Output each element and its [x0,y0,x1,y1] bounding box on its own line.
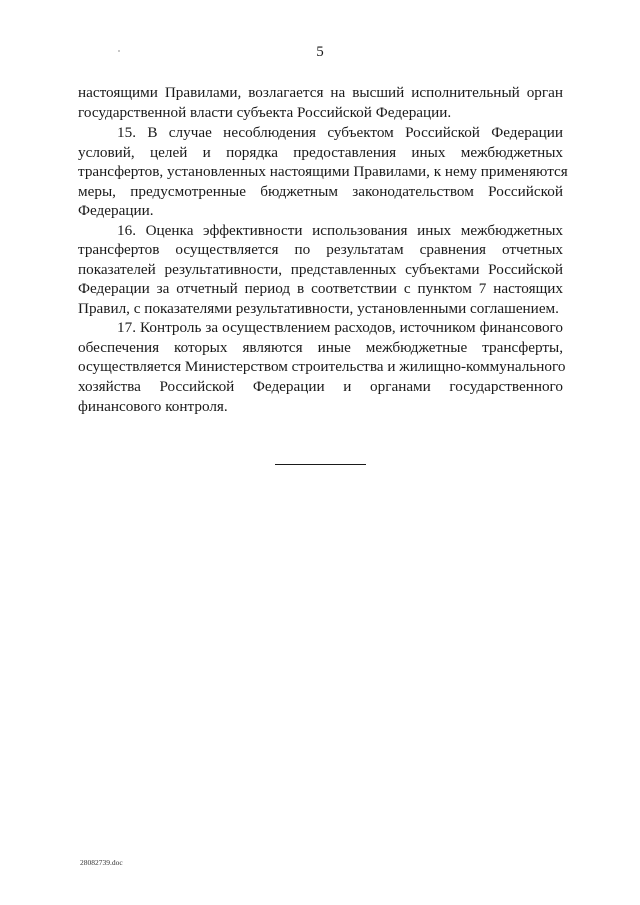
text-line: Федерации. [78,202,154,219]
text-line: финансового контроля. [78,398,228,415]
text-line: 16. Оценка эффективности использования иных межбюджетных [117,222,563,239]
text-line: трансфертов осуществляется по результатам сравнения отчетных [78,241,563,258]
page-number: 5 [316,44,324,60]
text-line: показателей результативности, представленных субъектами Российской [78,261,563,278]
end-separator-line [275,464,366,465]
text-line: настоящими Правилами, возлагается на высший исполнительный орган [78,84,563,101]
text-line: обеспечения которых являются иные межбюджетные трансферты, [78,339,563,356]
text-line: условий, целей и порядка предоставления иных межбюджетных [78,144,563,161]
text-line: хозяйства Российской Федерации и органами государственного [78,378,563,395]
text-line: 15. В случае несоблюдения субъектом Российской Федерации [117,124,563,141]
document-code: 28082739.doc [80,858,123,867]
text-line: меры, предусмотренные бюджетным законодательством Российской [78,183,563,200]
text-line: осуществляется Министерством строительства и жилищно-коммунального [78,358,566,375]
text-line: государственной власти субъекта Российской Федерации. [78,104,452,121]
text-line: 17. Контроль за осуществлением расходов, источником финансового [117,319,563,336]
text-line: Федерации за отчетный период в соответствии с пунктом 7 настоящих [78,280,563,297]
text-line: трансфертов, установленных настоящими Правилами, к нему применяются [78,163,568,180]
text-line: Правил, с показателями результативности, установленными соглашением. [78,300,559,317]
scan-artifact [118,50,120,52]
